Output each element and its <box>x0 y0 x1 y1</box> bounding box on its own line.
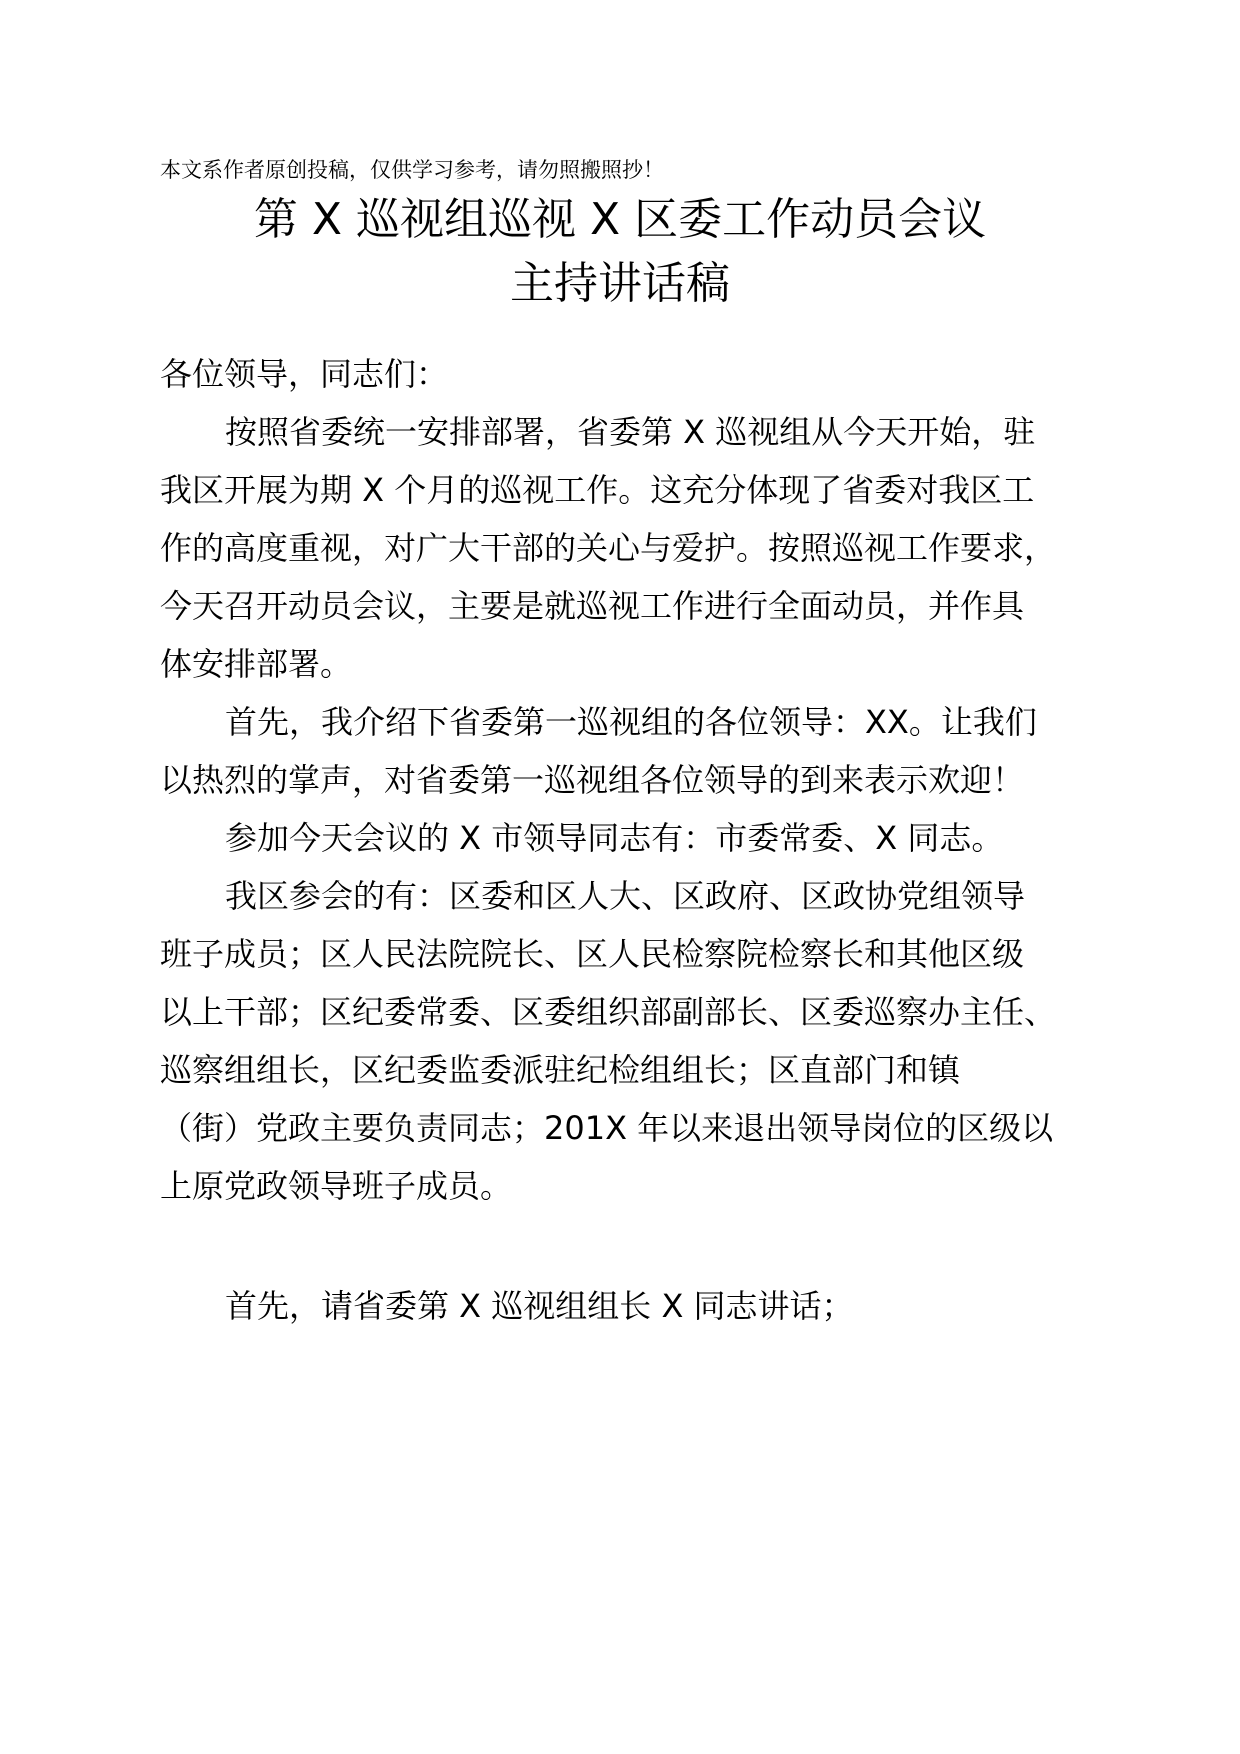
paragraph-2-line: 首先，我介绍下省委第一巡视组的各位领导：XX。让我们 <box>225 703 1037 741</box>
document-title-line-1: 第 X 巡视组巡视 X 区委工作动员会议 <box>253 194 987 245</box>
paragraph-4-line: 以上干部；区纪委常委、区委组织部副部长、区委巡察办主任、 <box>160 993 1057 1031</box>
paragraph-1-line: 按照省委统一安排部署，省委第 X 巡视组从今天开始，驻 <box>225 413 1036 451</box>
paragraph-5-line: 首先，请省委第 X 巡视组组长 X 同志讲话； <box>225 1287 854 1325</box>
salutation: 各位领导，同志们： <box>160 355 449 393</box>
paragraph-4-line: （街）党政主要负责同志；201X 年以来退出领导岗位的区级以 <box>160 1109 1054 1147</box>
paragraph-3-line: 参加今天会议的 X 市领导同志有：市委常委、X 同志。 <box>225 819 1004 857</box>
paragraph-4-line: 巡察组组长，区纪委监委派驻纪检组组长；区直部门和镇 <box>160 1051 961 1089</box>
paragraph-4-line: 班子成员；区人民法院院长、区人民检察院检察长和其他区级 <box>160 935 1025 973</box>
paragraph-1-line: 今天召开动员会议，主要是就巡视工作进行全面动员，并作具 <box>160 587 1025 625</box>
paragraph-2-line: 以热烈的掌声，对省委第一巡视组各位领导的到来表示欢迎！ <box>160 761 1025 799</box>
paragraph-4-line: 上原党政领导班子成员。 <box>160 1167 513 1205</box>
copyright-notice: 本文系作者原创投稿，仅供学习参考，请勿照搬照抄！ <box>160 158 664 182</box>
paragraph-1-line: 体安排部署。 <box>160 645 353 683</box>
paragraph-4-line: 我区参会的有：区委和区人大、区政府、区政协党组领导 <box>225 877 1026 915</box>
paragraph-1-line: 作的高度重视，对广大干部的关心与爱护。按照巡视工作要求， <box>160 529 1057 567</box>
paragraph-1-line: 我区开展为期 X 个月的巡视工作。这充分体现了省委对我区工 <box>160 471 1035 509</box>
document-title-line-2: 主持讲话稿 <box>510 258 730 309</box>
